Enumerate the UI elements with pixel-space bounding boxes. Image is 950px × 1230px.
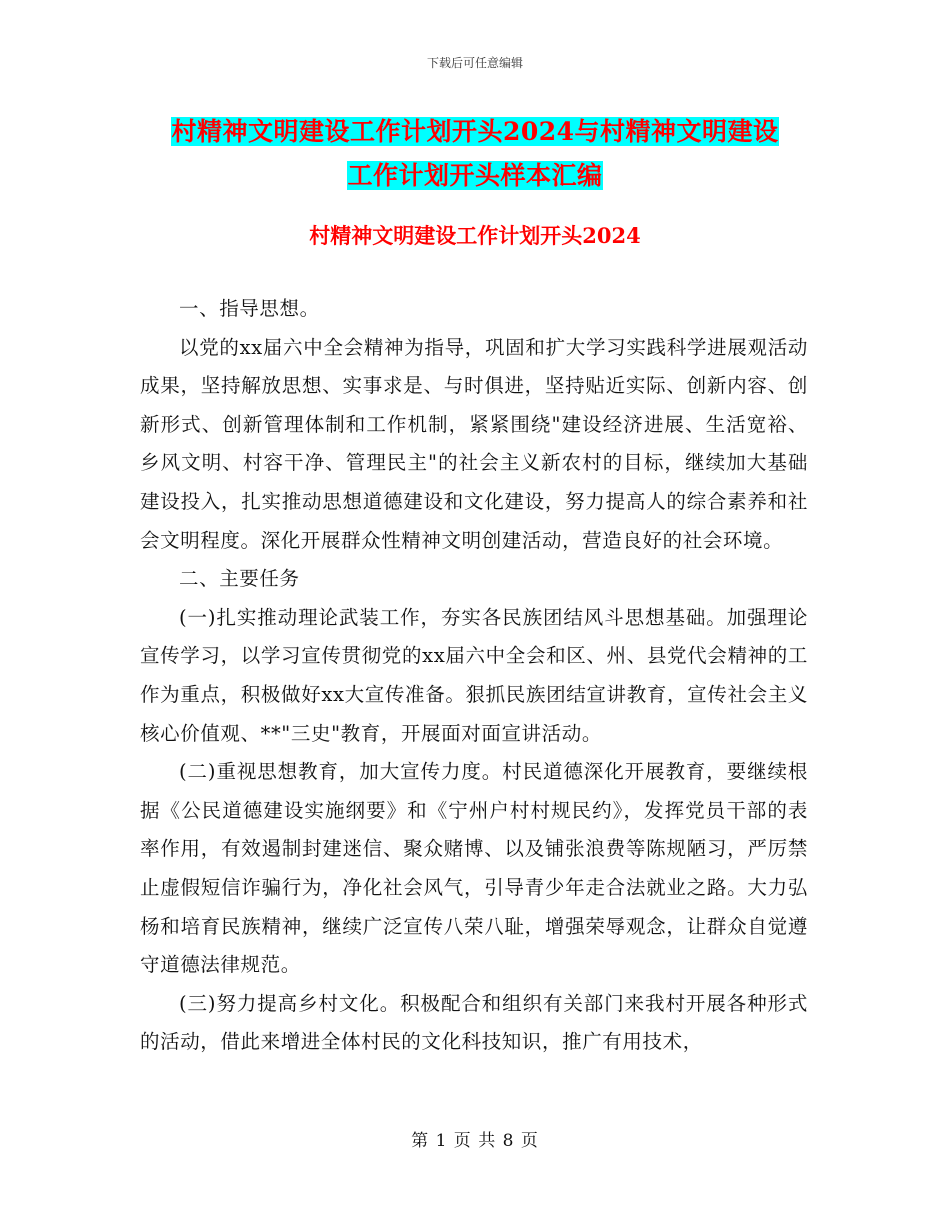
document-title-line-1: 村精神文明建设工作计划开头2024与村精神文明建设: [171, 117, 779, 146]
paragraph-guiding-heading: 一、指导思想。: [179, 297, 320, 320]
page-number: 第 1 页 共 8 页: [411, 1131, 539, 1151]
header-note: 下载后可任意编辑: [426, 56, 523, 70]
document-body: [140, 290, 808, 1062]
paragraph-tasks-heading: 二、主要任务: [179, 567, 300, 591]
document-title: [140, 110, 810, 198]
paragraph-task-3: (三)努力提高乡村文化。积极配合和组织有关部门来我村开展各种形式的活动，借此来增进全体村民的文化科技知识，推广有用技术，: [140, 991, 808, 1054]
paragraph-task-1: (一)扎实推动理论武装工作，夯实各民族团结风斗思想基础。加强理论宣传学习，以学习宣传贯彻党的xx届六中全会和区、州、县党代会精神的工作为重点，积极做好xx大宣传准备。狠抓民族团结宣讲教育，宣传社会主义核心价值观、**"三史"教育，开展面对面宣讲活动。: [140, 605, 808, 745]
section-title: 村精神文明建设工作计划开头2024: [309, 223, 641, 248]
paragraph-guiding-text: 以党的xx届六中全会精神为指导，巩固和扩大学习实践科学进展观活动成果，坚持解放思想、实事求是、与时俱进，坚持贴近实际、创新内容、创新形式、创新管理体制和工作机制，紧紧围绕"建设经济进展、生活宽裕、乡风文明、村容干净、管理民主"的社会主义新农村的目标，继续加大基础建设投入，扎实推动思想道德建设和文化建设，努力提高人的综合素养和社会文明程度。深化开展群众性精神文明创建活动，营造良好的社会环境。: [140, 335, 808, 552]
paragraph-task-2: (二)重视思想教育，加大宣传力度。村民道德深化开展教育，要继续根据《公民道德建设实施纲要》和《宁州户村村规民约》，发挥党员干部的表率作用，有效遏制封建迷信、聚众赌博、以及铺张浪费等陈规陋习，严厉禁止虚假短信诈骗行为，净化社会风气，引导青少年走合法就业之路。大力弘杨和培育民族精神，继续广泛宣传八荣八耻，增强荣辱观念，让群众自觉遵守道德法律规范。: [140, 760, 808, 977]
document-title-line-2: 工作计划开头样本汇编: [347, 161, 603, 190]
